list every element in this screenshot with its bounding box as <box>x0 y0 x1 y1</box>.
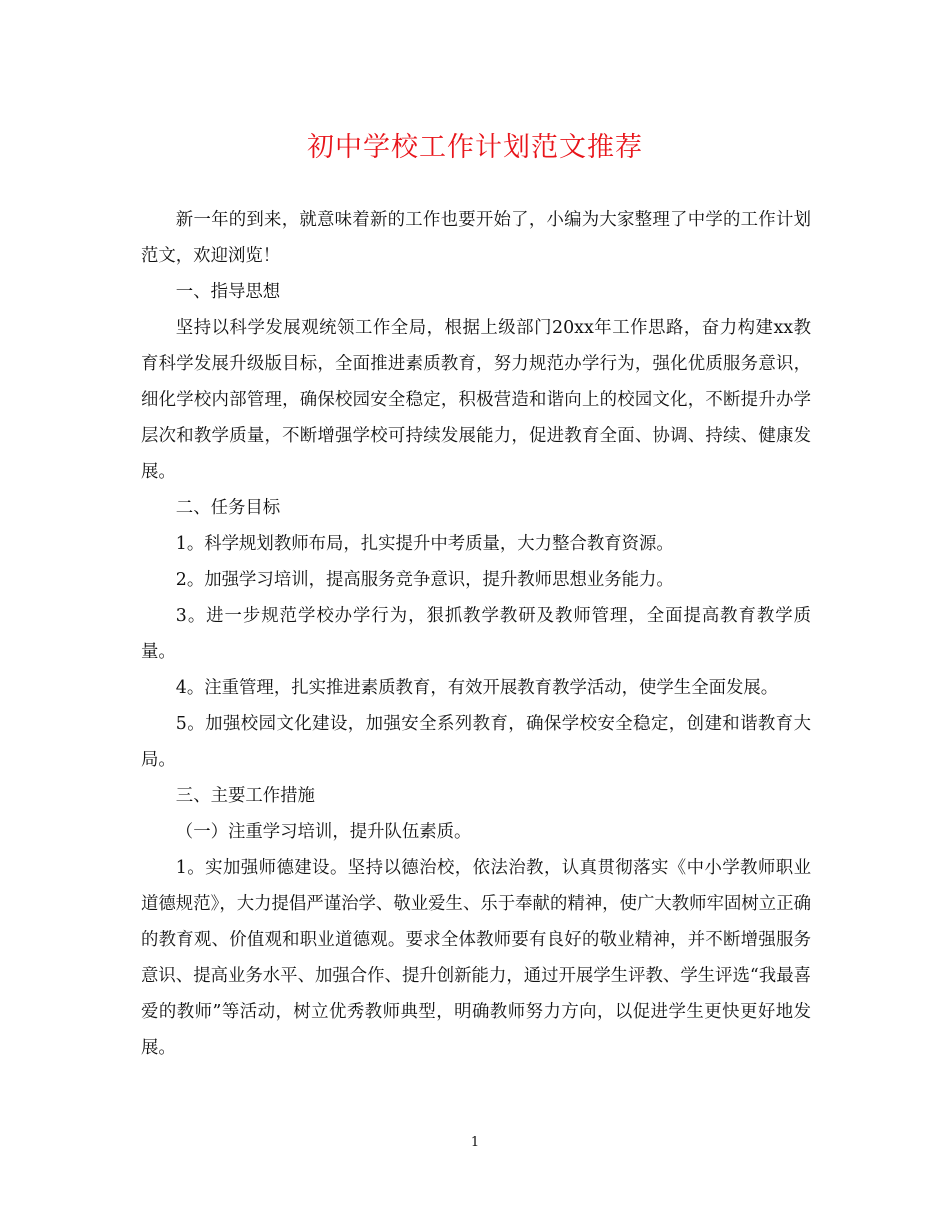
section-heading-task-goals: 二、任务目标 <box>175 498 281 518</box>
page-number: 1 <box>470 1135 480 1150</box>
subsection-heading-training: （一）注重学习培训，提升队伍素质。 <box>175 822 472 842</box>
document-body <box>141 202 811 1066</box>
list-item-goal-4: 4。注重管理，扎实推进素质教育，有效开展教育教学活动，使学生全面发展。 <box>175 678 779 698</box>
list-item-goal-5: 5。加强校园文化建设，加强安全系列教育，确保学校安全稳定，创建和谐教育大局。 <box>141 714 811 770</box>
list-item-goal-2: 2。加强学习培训，提高服务竞争意识，提升教师思想业务能力。 <box>175 570 674 590</box>
section-heading-guiding-thought: 一、指导思想 <box>175 282 281 302</box>
document-title: 初中学校工作计划范文推荐 <box>307 132 643 163</box>
paragraph-intro: 新一年的到来，就意味着新的工作也要开始了，小编为大家整理了中学的工作计划范文，欢迎浏览！ <box>141 210 811 266</box>
list-item-goal-1: 1。科学规划教师布局，扎实提升中考质量，大力整合教育资源。 <box>175 534 674 554</box>
paragraph-guiding-thought: 坚持以科学发展观统领工作全局，根据上级部门20xx年工作思路，奋力构建xx教育科学发展升级版目标，全面推进素质教育，努力规范办学行为，强化优质服务意识，细化学校内部管理，确保校园安全稳定，积极营造和谐向上的校园文化，不断提升办学层次和教学质量，不断增强学校可持续发展能力，促进教育全面、协调、持续、健康发展。 <box>141 318 811 482</box>
list-item-goal-3: 3。进一步规范学校办学行为，狠抓教学教研及教师管理，全面提高教育教学质量。 <box>141 606 811 662</box>
paragraph-ethics-building: 1。实加强师德建设。坚持以德治校，依法治教，认真贯彻落实《中小学教师职业道德规范》，大力提倡严谨治学、敬业爱生、乐于奉献的精神，使广大教师牢固树立正确的教育观、价值观和职业道德观。要求全体教师要有良好的敬业精神，并不断增强服务意识、提高业务水平、加强合作、提升创新能力，通过开展学生评教、学生评选“我最喜爱的教师”等活动，树立优秀教师典型，明确教师努力方向，以促进学生更快更好地发展。 <box>141 858 811 1058</box>
section-heading-main-measures: 三、主要工作措施 <box>175 786 315 806</box>
